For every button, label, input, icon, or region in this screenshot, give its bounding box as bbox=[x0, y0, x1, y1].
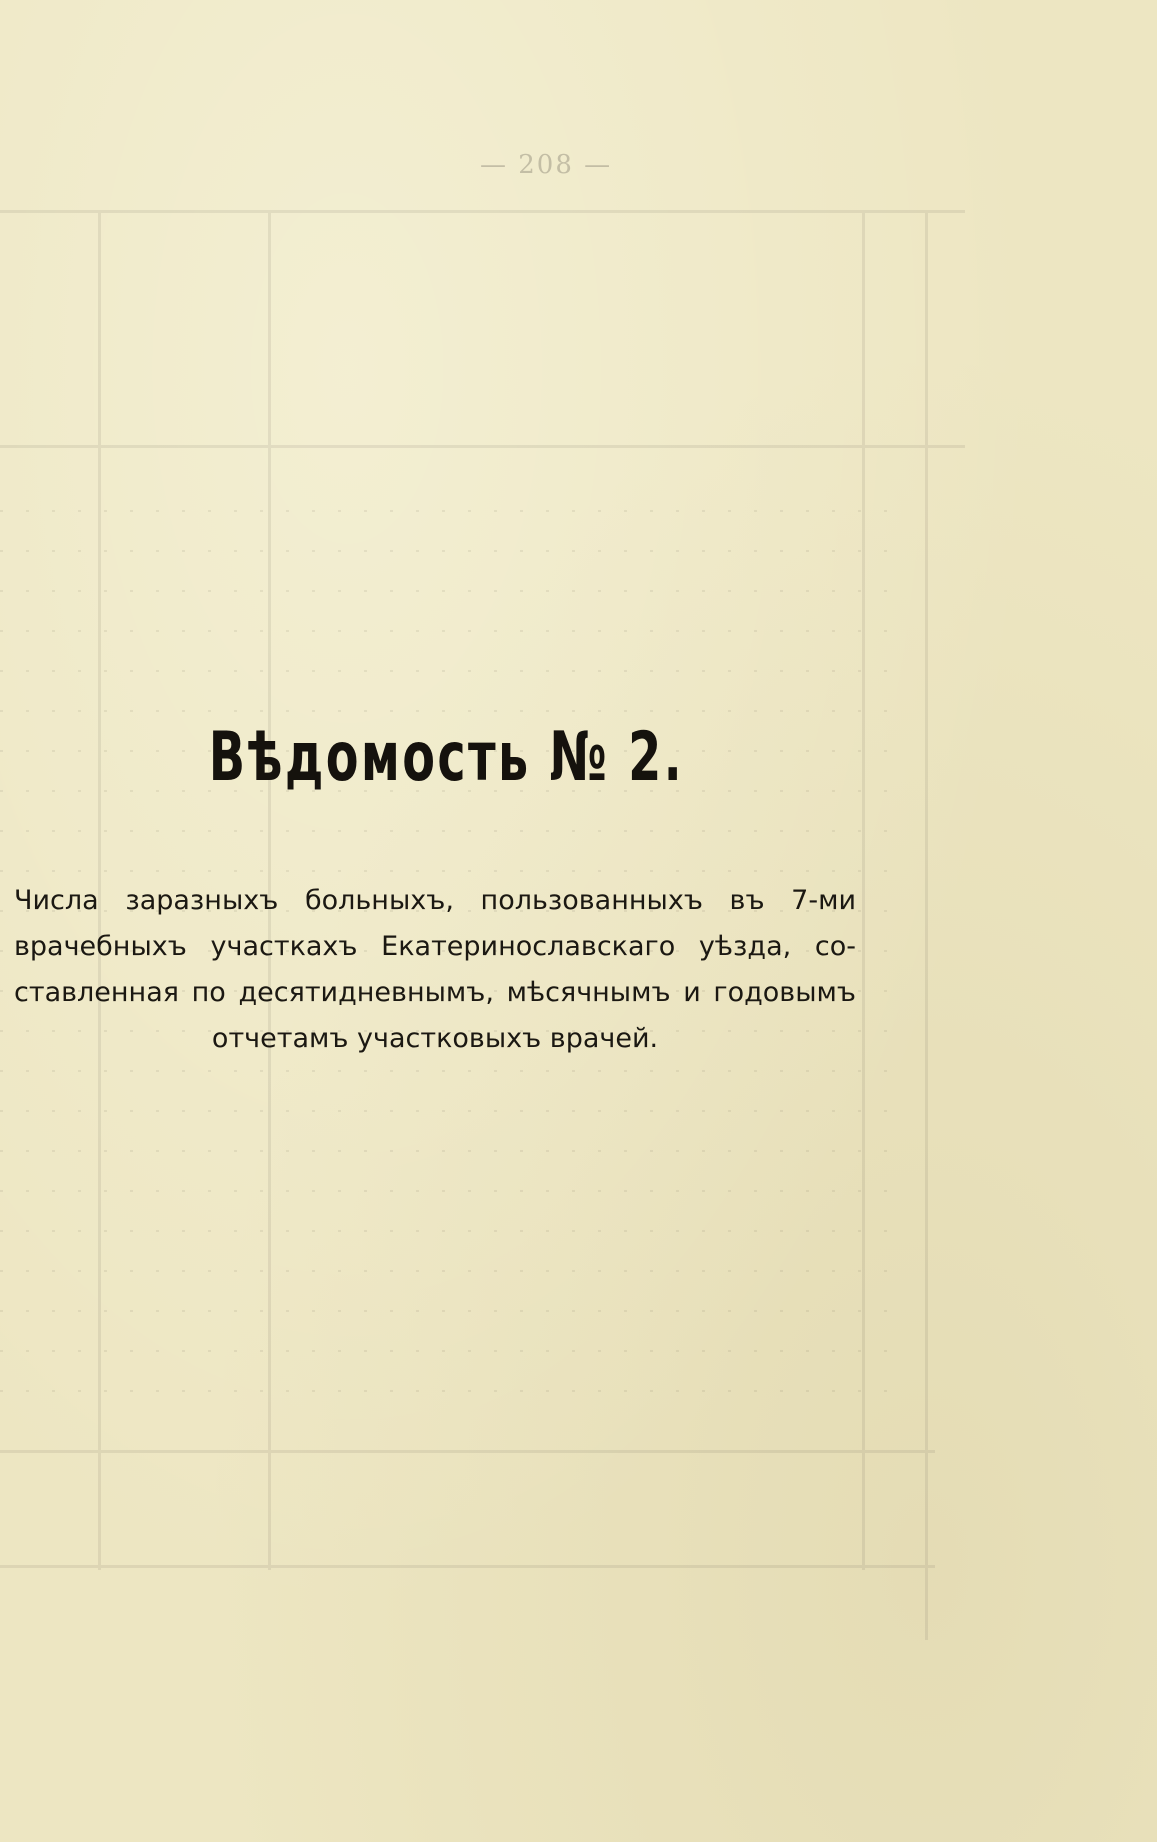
description-line: ставленная по десятидневнымъ, мѣсячнымъ и годовымъ bbox=[14, 977, 856, 1008]
description-line: врачебныхъ участкахъ Екатеринославскаго уѣзда, со- bbox=[14, 931, 856, 962]
title-description bbox=[14, 878, 856, 1062]
description-line: Числа заразныхъ больныхъ, пользованныхъ въ 7-ми bbox=[14, 885, 856, 916]
description-line: отчетамъ участковыхъ врачей. bbox=[211, 1023, 659, 1054]
page-number: — 208 — bbox=[480, 150, 613, 180]
page-title: Вѣдомость № 2. bbox=[208, 718, 685, 797]
